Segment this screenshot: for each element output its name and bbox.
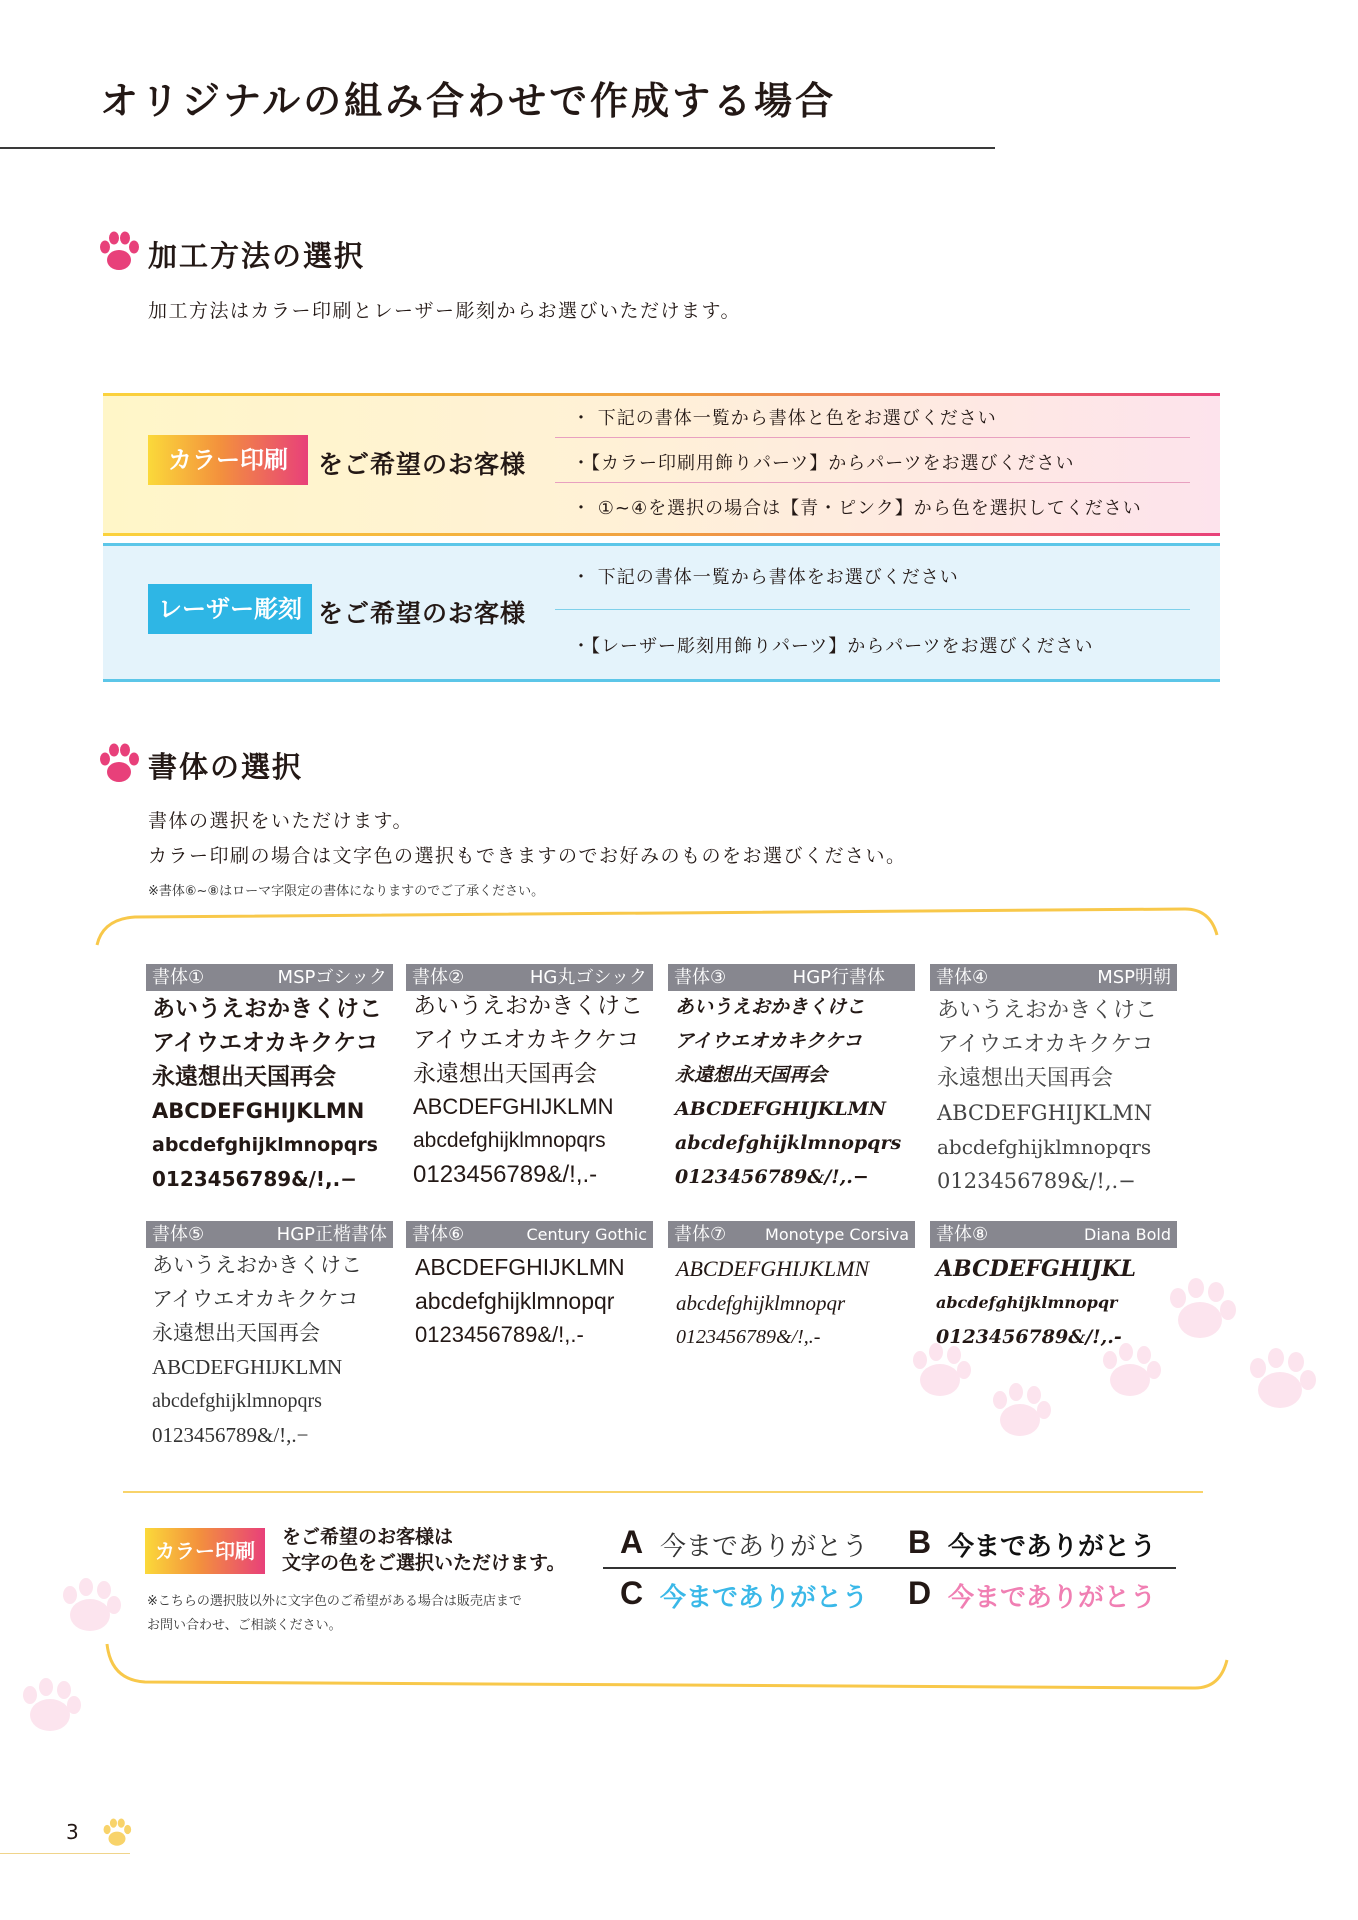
font-8-samples xyxy=(936,1252,1136,1354)
font-6-number: 書体⑥ xyxy=(412,1224,465,1245)
sample-line: 0123456789&/!,.− xyxy=(152,1423,309,1447)
sample-line: ABCDEFGHIJKLMN xyxy=(675,1098,887,1120)
color-print-badge: カラー印刷 xyxy=(148,435,308,485)
sample-line: ABCDEFGHIJKLMN xyxy=(152,1099,365,1123)
page-title: オリジナルの組み合わせで作成する場合 xyxy=(100,79,837,123)
laser-badge: レーザー彫刻 xyxy=(148,584,312,634)
color-bullet-2: ・【カラー印刷用飾りパーツ】からパーツをお選びください xyxy=(572,453,1075,474)
sample-line: 永遠想出天国再会 xyxy=(152,1064,336,1090)
option-a-text[interactable]: 今までありがとう xyxy=(660,1532,869,1562)
font-7-name: Monotype Corsiva xyxy=(765,1225,909,1244)
sample-line: ABCDEFGHIJKLMN xyxy=(415,1254,625,1280)
font-6-name: Century Gothic xyxy=(526,1225,647,1244)
sample-line: abcdefghijklmnopqrs xyxy=(152,1134,378,1156)
laser-bullet-2: ・【レーザー彫刻用飾りパーツ】からパーツをお選びください xyxy=(572,636,1094,657)
sample-line: 0123456789&/!,.− xyxy=(937,1169,1136,1193)
font-3-samples xyxy=(675,990,901,1194)
font-5-name: HGP正楷書体 xyxy=(276,1224,387,1245)
sample-line: あいうえおかきくけこ xyxy=(152,1253,362,1277)
separator xyxy=(555,482,1190,483)
color-bullet-1: ・ 下記の書体一覧から書体と色をお選びください xyxy=(572,408,997,429)
fonts-heading: 書体の選択 xyxy=(148,750,304,784)
option-b-letter[interactable]: B xyxy=(908,1524,932,1560)
option-d-text[interactable]: 今までありがとう xyxy=(948,1583,1157,1613)
sample-line: abcdefghijklmnopqr xyxy=(676,1291,846,1315)
option-b-text[interactable]: 今までありがとう xyxy=(948,1532,1157,1562)
color-print-suffix: をご希望のお客様 xyxy=(318,450,527,479)
sample-line: 0123456789&/!,.- xyxy=(415,1322,584,1347)
font-2-samples xyxy=(413,988,643,1192)
text-color-note-2: お問い合わせ、ご相談ください。 xyxy=(147,1618,342,1633)
processing-heading: 加工方法の選択 xyxy=(148,239,366,273)
text-color-note-1: ※こちらの選択肢以外に文字色のご希望がある場合は販売店まで xyxy=(147,1594,522,1609)
font-3-name: HGP行書体 xyxy=(792,967,885,988)
sample-line: 永遠想出天国再会 xyxy=(413,1060,597,1086)
font-6-header xyxy=(406,1221,653,1248)
font-7-header xyxy=(668,1221,915,1248)
text-color-desc-1: をご希望のお客様は xyxy=(282,1526,454,1548)
sample-line: アイウエオカキクケコ xyxy=(675,1030,862,1052)
font-2-name: HG丸ゴシック xyxy=(529,967,647,988)
sample-line: ABCDEFGHIJKLMN xyxy=(676,1256,870,1281)
font-4-name: MSP明朝 xyxy=(1097,967,1171,988)
paw-icon xyxy=(100,1816,134,1850)
font-5-number: 書体⑤ xyxy=(152,1224,205,1245)
sample-line: あいうえおかきくけこ xyxy=(413,992,643,1018)
sample-line: ABCDEFGHIJKLMN xyxy=(937,1101,1153,1125)
font-8-number: 書体⑧ xyxy=(936,1224,989,1245)
color-bullet-3: ・ ①~④を選択の場合は【青・ピンク】から色を選択してください xyxy=(572,498,1142,519)
font-5-header xyxy=(146,1221,393,1248)
separator xyxy=(555,437,1190,438)
sample-line: あいうえおかきくけこ xyxy=(937,998,1158,1023)
sample-line: あいうえおかきくけこ xyxy=(675,996,866,1018)
option-d-letter[interactable]: D xyxy=(908,1575,932,1611)
font-8-name: Diana Bold xyxy=(1084,1225,1171,1244)
sample-line: 0123456789&/!,.- xyxy=(936,1326,1122,1348)
sample-line: 永遠想出天国再会 xyxy=(937,1066,1114,1091)
sample-line: ABCDEFGHIJKLMN xyxy=(152,1355,343,1379)
page-number: 3 xyxy=(66,1820,79,1844)
font-8-header xyxy=(930,1221,1177,1248)
sample-line: abcdefghijklmnopqrs xyxy=(152,1390,322,1412)
sample-line: 0123456789&/!,.− xyxy=(675,1166,869,1188)
font-3-number: 書体③ xyxy=(674,967,727,988)
option-a-letter[interactable]: A xyxy=(620,1524,644,1560)
fonts-line-1: 書体の選択をいただけます。 xyxy=(148,810,413,832)
font-1-header xyxy=(146,964,393,991)
separator xyxy=(555,609,1190,610)
sample-line: 0123456789&/!,.− xyxy=(152,1167,357,1191)
sample-line: 0123456789&/!,.- xyxy=(413,1161,598,1188)
font-1-number: 書体① xyxy=(152,967,205,988)
sample-line: アイウエオカキクケコ xyxy=(152,1030,379,1056)
font-6-samples xyxy=(415,1250,625,1352)
font-4-samples xyxy=(937,994,1157,1198)
sample-line: アイウエオカキクケコ xyxy=(413,1026,640,1052)
font-5-samples xyxy=(152,1248,362,1452)
sample-line: abcdefghijklmnopqrs xyxy=(937,1135,1152,1159)
section-divider xyxy=(123,1491,1203,1493)
laser-suffix: をご希望のお客様 xyxy=(318,599,527,628)
sample-line: 永遠想出天国再会 xyxy=(675,1064,828,1086)
sample-line: あいうえおかきくけこ xyxy=(152,996,382,1022)
font-4-number: 書体④ xyxy=(936,967,989,988)
frame-top-line xyxy=(95,907,1220,947)
sample-line: abcdefghijklmnopqr xyxy=(936,1293,1118,1312)
sample-line: ABCDEFGHIJKL xyxy=(936,1256,1136,1282)
frame-bottom-line xyxy=(105,1640,1230,1690)
footer-rule xyxy=(0,1853,130,1854)
paw-icon xyxy=(95,228,143,276)
option-c-letter[interactable]: C xyxy=(620,1575,644,1611)
font-3-header xyxy=(668,964,915,991)
sample-line: abcdefghijklmnopqr xyxy=(415,1288,615,1314)
sample-line: アイウエオカキクケコ xyxy=(152,1287,359,1311)
font-1-samples xyxy=(152,992,382,1196)
paw-icon xyxy=(95,740,143,788)
options-divider xyxy=(603,1567,1176,1569)
font-7-number: 書体⑦ xyxy=(674,1224,727,1245)
laser-bullet-1: ・ 下記の書体一覧から書体をお選びください xyxy=(572,567,959,588)
text-color-desc-2: 文字の色をご選択いただけます。 xyxy=(282,1552,566,1574)
processing-description: 加工方法はカラー印刷とレーザー彫刻からお選びいただけます。 xyxy=(148,300,741,322)
title-divider xyxy=(0,147,995,149)
sample-line: ABCDEFGHIJKLMN xyxy=(413,1094,614,1119)
sample-line: abcdefghijklmnopqrs xyxy=(675,1132,902,1154)
option-c-text[interactable]: 今までありがとう xyxy=(660,1583,869,1613)
font-4-header xyxy=(930,964,1177,991)
sample-line: abcdefghijklmnopqrs xyxy=(413,1129,606,1152)
font-2-header xyxy=(406,964,653,991)
sample-line: 永遠想出天国再会 xyxy=(152,1321,320,1345)
sample-line: 0123456789&/!,.- xyxy=(676,1326,821,1348)
fonts-line-2: カラー印刷の場合は文字色の選択もできますのでお好みのものをお選びください。 xyxy=(148,845,907,867)
fonts-note: ※書体⑥~⑧はローマ字限定の書体になりますのでご了承ください。 xyxy=(148,884,545,899)
font-7-samples xyxy=(676,1252,869,1354)
font-1-name: MSPゴシック xyxy=(277,967,387,988)
text-color-badge: カラー印刷 xyxy=(145,1528,265,1574)
sample-line: アイウエオカキクケコ xyxy=(937,1032,1154,1057)
font-2-number: 書体② xyxy=(412,967,465,988)
